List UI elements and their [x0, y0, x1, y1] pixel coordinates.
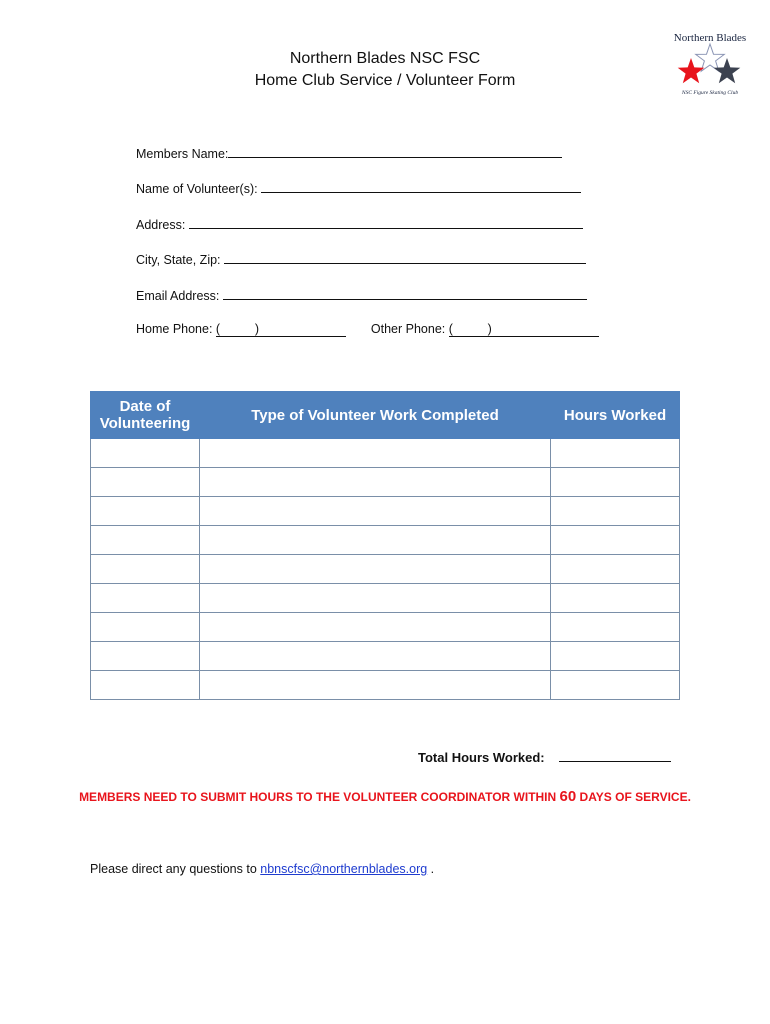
members-name-label: Members Name: [136, 147, 229, 161]
date-cell[interactable] [91, 468, 200, 497]
column-header-date: Date of Volunteering [91, 392, 200, 439]
work-type-cell[interactable] [200, 526, 551, 555]
total-hours-label: Total Hours Worked: [418, 750, 545, 765]
notice-text-end: DAYS OF SERVICE. [576, 790, 691, 804]
email-line[interactable] [223, 287, 587, 300]
total-hours-field[interactable] [418, 748, 671, 765]
work-type-cell[interactable] [200, 613, 551, 642]
date-cell[interactable] [91, 613, 200, 642]
hours-cell[interactable] [551, 642, 680, 671]
club-logo [670, 30, 750, 106]
table-header-row [91, 392, 680, 439]
red-star-icon [678, 58, 705, 83]
table-row [91, 439, 680, 468]
contact-prefix: Please direct any questions to [90, 862, 261, 876]
table-row [91, 526, 680, 555]
date-cell[interactable] [91, 555, 200, 584]
hours-cell[interactable] [551, 468, 680, 497]
work-type-cell[interactable] [200, 584, 551, 613]
other-phone-label: Other Phone: [370, 322, 446, 336]
hours-cell[interactable] [551, 555, 680, 584]
submission-notice [0, 788, 770, 805]
city-state-zip-label: City, State, Zip: [136, 253, 221, 267]
address-label: Address: [136, 218, 186, 232]
home-phone-input[interactable]: ( ) [216, 322, 346, 337]
city-state-zip-line[interactable] [224, 251, 586, 264]
notice-text-start: MEMBERS NEED TO SUBMIT HOURS TO THE VOLUNTEER COORDINATOR WITHIN [79, 790, 560, 804]
work-type-cell[interactable] [200, 497, 551, 526]
star-outline-icon [696, 44, 725, 71]
work-type-cell[interactable] [200, 439, 551, 468]
date-cell[interactable] [91, 642, 200, 671]
table-row [91, 555, 680, 584]
contact-suffix: . [427, 862, 435, 876]
work-type-cell[interactable] [200, 642, 551, 671]
logo-name: Northern Blades [673, 32, 747, 44]
table-row [91, 497, 680, 526]
volunteer-hours-table [90, 391, 680, 700]
column-header-work-type: Type of Volunteer Work Completed [200, 392, 551, 439]
logo-subtitle: NSC Figure Skating Club [681, 90, 739, 96]
city-state-zip-field[interactable] [136, 251, 586, 267]
contact-line [90, 862, 434, 876]
members-name-line[interactable] [228, 145, 562, 158]
date-cell[interactable] [91, 526, 200, 555]
hours-cell[interactable] [551, 671, 680, 700]
volunteer-name-label: Name of Volunteer(s): [136, 182, 258, 196]
form-subtitle: Home Club Service / Volunteer Form [254, 72, 516, 89]
column-header-hours: Hours Worked [551, 392, 680, 439]
hours-cell[interactable] [551, 439, 680, 468]
date-cell[interactable] [91, 497, 200, 526]
home-phone-label: Home Phone: [136, 322, 213, 336]
contact-email-link[interactable]: nbnscfsc@northernblades.org [260, 862, 428, 876]
date-cell[interactable] [91, 439, 200, 468]
total-hours-line[interactable] [559, 748, 671, 762]
dark-star-icon [714, 58, 741, 83]
work-type-cell[interactable] [200, 468, 551, 497]
hours-cell[interactable] [551, 613, 680, 642]
date-cell[interactable] [91, 671, 200, 700]
form-title: Northern Blades NSC FSC [289, 50, 481, 67]
table-row [91, 613, 680, 642]
table-row [91, 468, 680, 497]
volunteer-name-line[interactable] [261, 180, 581, 193]
table-row [91, 584, 680, 613]
volunteer-name-field[interactable] [136, 180, 581, 196]
logo-stars [674, 42, 746, 90]
phone-row [136, 322, 599, 337]
members-name-field[interactable] [136, 145, 562, 161]
notice-days-number: 60 [559, 788, 577, 805]
work-type-cell[interactable] [200, 555, 551, 584]
email-label: Email Address: [136, 289, 220, 303]
table-row [91, 642, 680, 671]
hours-cell[interactable] [551, 584, 680, 613]
hours-cell[interactable] [551, 526, 680, 555]
address-line[interactable] [189, 216, 583, 229]
address-field[interactable] [136, 216, 583, 232]
work-type-cell[interactable] [200, 671, 551, 700]
hours-cell[interactable] [551, 497, 680, 526]
email-field[interactable] [136, 287, 587, 303]
other-phone-input[interactable]: ( ) [449, 322, 599, 337]
date-cell[interactable] [91, 584, 200, 613]
table-row [91, 671, 680, 700]
